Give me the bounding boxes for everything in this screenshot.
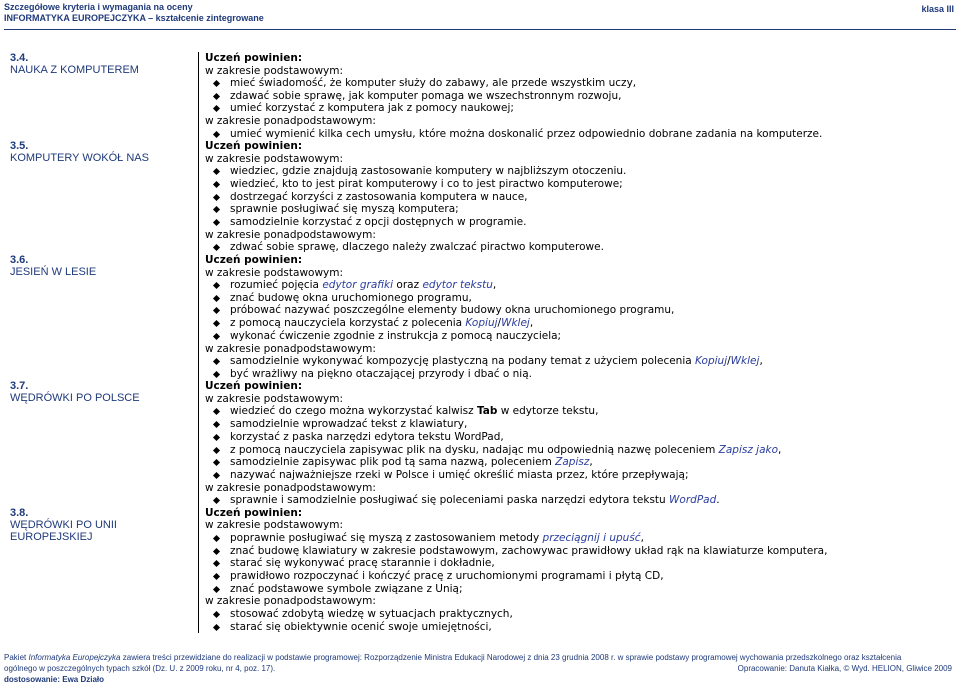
- criteria-table: [8, 52, 958, 651]
- criteria-text: ,: [589, 456, 593, 469]
- criteria-text: samodzielnie korzystać z opcji dostępnych w programie.: [230, 216, 527, 229]
- criteria-text: sprawnie posługiwać się myszą komputera;: [230, 203, 459, 216]
- criteria-item: [205, 216, 958, 229]
- criteria-text: samodzielnie wykonywać kompozycję plastyczną na podany temat z użyciem polecenia: [230, 355, 696, 368]
- bullet-diamond-icon: [213, 586, 220, 593]
- criteria-item: [205, 128, 958, 141]
- page-header: [4, 2, 956, 32]
- extended-scope-label: w zakresie ponadpodstawowym:: [205, 481, 376, 494]
- criteria-item: [205, 90, 958, 103]
- extended-scope-label: w zakresie ponadpodstawowym:: [205, 342, 376, 355]
- section-row: [8, 52, 958, 140]
- criteria-item: [205, 557, 958, 570]
- criteria-item: [205, 570, 958, 583]
- criteria-text: poprawnie posługiwać się myszą z zastosowaniem metody: [230, 531, 543, 544]
- bullet-diamond-icon: [213, 611, 220, 618]
- criteria-text: znać budowę okna uruchomionego programu,: [230, 291, 472, 304]
- bullet-diamond-icon: [213, 548, 220, 555]
- criteria-item: [205, 102, 958, 115]
- section-title-cell: [8, 254, 199, 380]
- section-criteria-cell: [199, 507, 958, 633]
- criteria-text: wykonać ćwiczenie zgodnie z instrukcja z pomocą nauczyciela;: [230, 329, 562, 342]
- criteria-text: starać się wykonywać pracę starannie i dokładnie,: [230, 557, 495, 570]
- criteria-text: ,: [759, 355, 763, 368]
- section-row: [8, 507, 958, 633]
- criteria-text: wiedziec, gdzie znajdują zastosowanie komputery w najbliższym otoczeniu.: [230, 165, 627, 178]
- bullet-diamond-icon: [213, 371, 220, 378]
- bullet-diamond-icon: [213, 320, 220, 327]
- bullet-diamond-icon: [213, 434, 220, 441]
- criteria-text: ,: [492, 279, 497, 292]
- section-number: 3.4.: [10, 52, 29, 64]
- section-title-cell: [8, 380, 199, 506]
- bullet-diamond-icon: [213, 206, 220, 213]
- header-line-2: INFORMATYKA EUROPEJCZYKA – kształcenie zintegrowane: [4, 13, 264, 23]
- bold-term: Tab: [477, 405, 498, 418]
- bullet-diamond-icon: [213, 573, 220, 580]
- criteria-text: zdwać sobie sprawę, dlaczego należy zwalczać piractwo komputerowe.: [230, 241, 604, 254]
- section-title: WĘDRÓWKI PO POLSCE: [10, 392, 140, 405]
- section-row: [8, 380, 958, 506]
- header-rule: [4, 29, 956, 30]
- criteria-text: stosować zdobytą wiedzę w sytuacjach praktycznych,: [230, 607, 513, 620]
- section-title: JESIEŃ W LESIE: [10, 266, 97, 279]
- criteria-text: prawidłowo rozpoczynać i kończyć pracę z uruchomionymi programami i płytą CD,: [230, 569, 664, 582]
- basic-scope-label: w zakresie podstawowym:: [205, 64, 344, 77]
- criteria-text: samodzielnie wprowadzać tekst z klawiatury,: [230, 418, 468, 431]
- bullet-diamond-icon: [213, 408, 220, 415]
- criteria-item: [205, 355, 958, 368]
- criteria-text: .: [716, 494, 720, 507]
- bullet-diamond-icon: [213, 219, 220, 226]
- bullet-diamond-icon: [213, 244, 220, 251]
- criteria-item: [205, 292, 958, 305]
- criteria-item: [205, 203, 958, 216]
- section-number: 3.6.: [10, 254, 29, 267]
- section-title-cell: [8, 507, 199, 633]
- student-should-label: Uczeń powinien:: [205, 140, 303, 153]
- section-title: WĘDRÓWKI PO UNII EUROPEJSKIEJ: [10, 518, 117, 543]
- criteria-item: [205, 330, 958, 343]
- bullet-diamond-icon: [213, 358, 220, 365]
- criteria-text: z pomocą nauczyciela korzystać z polecenia: [230, 317, 466, 330]
- criteria-text: wiedzieć, kto to jest pirat komputerowy i co to jest piractwo komputerowe;: [230, 178, 623, 191]
- criteria-item: [205, 304, 958, 317]
- section-title-cell: [8, 140, 199, 254]
- bullet-diamond-icon: [213, 105, 220, 112]
- criteria-item: [205, 317, 958, 330]
- bullet-diamond-icon: [213, 421, 220, 428]
- extended-scope-label: w zakresie ponadpodstawowym:: [205, 228, 376, 241]
- bullet-diamond-icon: [213, 535, 220, 542]
- criteria-text: nazywać najważniejsze rzeki w Polsce i umięć określić miasta przez, które przepływają;: [230, 468, 689, 481]
- criteria-text: ,: [529, 317, 534, 330]
- section-number: 3.7.: [10, 380, 29, 393]
- bullet-diamond-icon: [213, 282, 220, 289]
- extended-scope-label: w zakresie ponadpodstawowym:: [205, 595, 376, 608]
- italic-term: Kopiuj: [465, 317, 498, 330]
- section-criteria-cell: [199, 140, 958, 254]
- basic-scope-label: w zakresie podstawowym:: [205, 392, 344, 405]
- criteria-item: [205, 431, 958, 444]
- criteria-item: [205, 545, 958, 558]
- criteria-text: rozumieć pojęcia: [230, 279, 323, 292]
- criteria-text: /: [727, 355, 731, 368]
- criteria-text: znać budowę klawiatury w zakresie podstawowym, zachowywac prawidłowy układ rąk na klawiaturze komputera,: [230, 544, 828, 557]
- italic-term: Zapisz jako: [718, 443, 779, 456]
- criteria-text: samodzielnie zapisywac plik pod tą sama nazwą, poleceniem: [230, 456, 556, 469]
- bullet-diamond-icon: [213, 168, 220, 175]
- italic-term: Wklej: [730, 355, 760, 368]
- footer-adaptation: dostosowanie: Ewa Działo: [4, 675, 105, 684]
- criteria-text: próbować nazywać poszczególne elementy budowy okna uruchomionego programu,: [230, 304, 675, 317]
- footer-credit: Opracowanie: Danuta Kiałka, © Wyd. HELION, Gliwice 2009: [737, 664, 952, 673]
- footer-line-2: ogólnego w poszczególnych typach szkół (Dz. U. z 2009 roku, nr 4, poz. 17).: [4, 664, 276, 673]
- criteria-item: [205, 583, 958, 596]
- student-should-label: Uczeń powinien:: [205, 254, 303, 267]
- section-number: 3.5.: [10, 140, 29, 153]
- criteria-item: [205, 191, 958, 204]
- bullet-diamond-icon: [213, 560, 220, 567]
- bullet-diamond-icon: [213, 307, 220, 314]
- criteria-item: [205, 621, 958, 634]
- bullet-diamond-icon: [213, 194, 220, 201]
- criteria-item: [205, 77, 958, 90]
- criteria-text: umieć wymienić kilka cech umysłu, które można doskonalić przez odpowiednio dobrane zadania na komputerze.: [230, 127, 823, 140]
- criteria-text: umieć korzystać z komputera jak z pomocy naukowej;: [230, 102, 514, 115]
- italic-term: edytor grafiki: [322, 279, 394, 292]
- criteria-text: wiedzieć do czego można wykorzystać kalwisz: [230, 405, 477, 418]
- criteria-item: [205, 608, 958, 621]
- basic-scope-label: w zakresie podstawowym:: [205, 152, 344, 165]
- page-footer: [4, 652, 956, 685]
- bullet-diamond-icon: [213, 295, 220, 302]
- bullet-diamond-icon: [213, 624, 220, 631]
- section-row: [8, 140, 958, 254]
- criteria-item: [205, 456, 958, 469]
- italic-term: Zapisz: [555, 456, 590, 469]
- bullet-diamond-icon: [213, 459, 220, 466]
- criteria-item: [205, 532, 958, 545]
- italic-term: Kopiuj: [695, 355, 728, 368]
- criteria-item: [205, 241, 958, 254]
- criteria-text: korzystać z paska narzędzi edytora tekstu WordPad,: [230, 430, 504, 443]
- bullet-diamond-icon: [213, 333, 220, 340]
- criteria-item: [205, 444, 958, 457]
- criteria-text: zdawać sobie sprawę, jak komputer pomaga we wszechstronnym rozwoju,: [230, 89, 622, 102]
- section-criteria-cell: [199, 52, 958, 140]
- criteria-text: /: [497, 317, 502, 330]
- criteria-item: [205, 494, 958, 507]
- criteria-text: mieć świadomość, że komputer służy do zabawy, ale przede wszystkim uczy,: [230, 77, 637, 89]
- criteria-item: [205, 368, 958, 381]
- criteria-text: w edytorze tekstu,: [497, 405, 599, 418]
- bullet-diamond-icon: [213, 447, 220, 454]
- bullet-diamond-icon: [213, 131, 220, 138]
- student-should-label: Uczeń powinien:: [205, 52, 303, 64]
- italic-term: przeciągnij i upuść: [542, 531, 641, 544]
- italic-term: WordPad: [669, 494, 717, 507]
- bullet-diamond-icon: [213, 80, 220, 87]
- criteria-text: z pomocą nauczyciela zapisywac plik na dysku, nadając mu odpowiednią nazwę poleceniem: [230, 443, 719, 456]
- section-criteria-cell: [199, 380, 958, 506]
- section-title: KOMPUTERY WOKÓŁ NAS: [10, 152, 149, 165]
- criteria-text: dostrzegać korzyści z zastosowania komputera w nauce,: [230, 190, 528, 203]
- criteria-text: ,: [778, 443, 782, 456]
- bullet-diamond-icon: [213, 93, 220, 100]
- criteria-item: [205, 178, 958, 191]
- italic-term: edytor tekstu: [422, 279, 493, 292]
- student-should-label: Uczeń powinien:: [205, 506, 303, 519]
- criteria-text: starać się obiektywnie ocenić swoje umiejętności,: [230, 620, 492, 633]
- basic-scope-label: w zakresie podstawowym:: [205, 519, 344, 532]
- header-line-1: Szczegółowe kryteria i wymagania na oceny: [4, 2, 193, 12]
- criteria-item: [205, 165, 958, 178]
- criteria-item: [205, 279, 958, 292]
- extended-scope-label: w zakresie ponadpodstawowym:: [205, 115, 376, 128]
- basic-scope-label: w zakresie podstawowym:: [205, 266, 344, 279]
- criteria-item: [205, 469, 958, 482]
- section-number: 3.8.: [10, 506, 29, 519]
- criteria-item: [205, 418, 958, 431]
- student-should-label: Uczeń powinien:: [205, 380, 303, 393]
- section-title-cell: [8, 52, 199, 140]
- criteria-text: ,: [640, 531, 644, 544]
- section-row: [8, 254, 958, 380]
- criteria-text: oraz: [393, 279, 423, 292]
- criteria-rows: [8, 52, 958, 651]
- bullet-diamond-icon: [213, 181, 220, 188]
- footer-line-1: Pakiet Informatyka Europejczyka zawiera treści przewidziane do realizacji w podstawie programowej: Rozporządzenie Ministra Edukacji Narodowej z dnia 23 grudnia 2008 r. w sprawie podstawy programowej wychowania przedszkolnego oraz kształcenia: [4, 653, 902, 662]
- criteria-text: być wrażliwy na piękno otaczającej przyrody i dbać o nią.: [230, 367, 532, 380]
- section-criteria-cell: [199, 254, 958, 380]
- bullet-diamond-icon: [213, 497, 220, 504]
- criteria-text: sprawnie i samodzielnie posługiwać się poleceniami paska narzędzi edytora tekstu: [230, 494, 670, 507]
- section-title: NAUKA Z KOMPUTEREM: [10, 64, 139, 76]
- criteria-item: [205, 405, 958, 418]
- criteria-text: znać podstawowe symbole związane z Unią;: [230, 582, 463, 595]
- bullet-diamond-icon: [213, 472, 220, 479]
- class-label: klasa III: [921, 4, 954, 14]
- italic-term: Wklej: [501, 317, 530, 330]
